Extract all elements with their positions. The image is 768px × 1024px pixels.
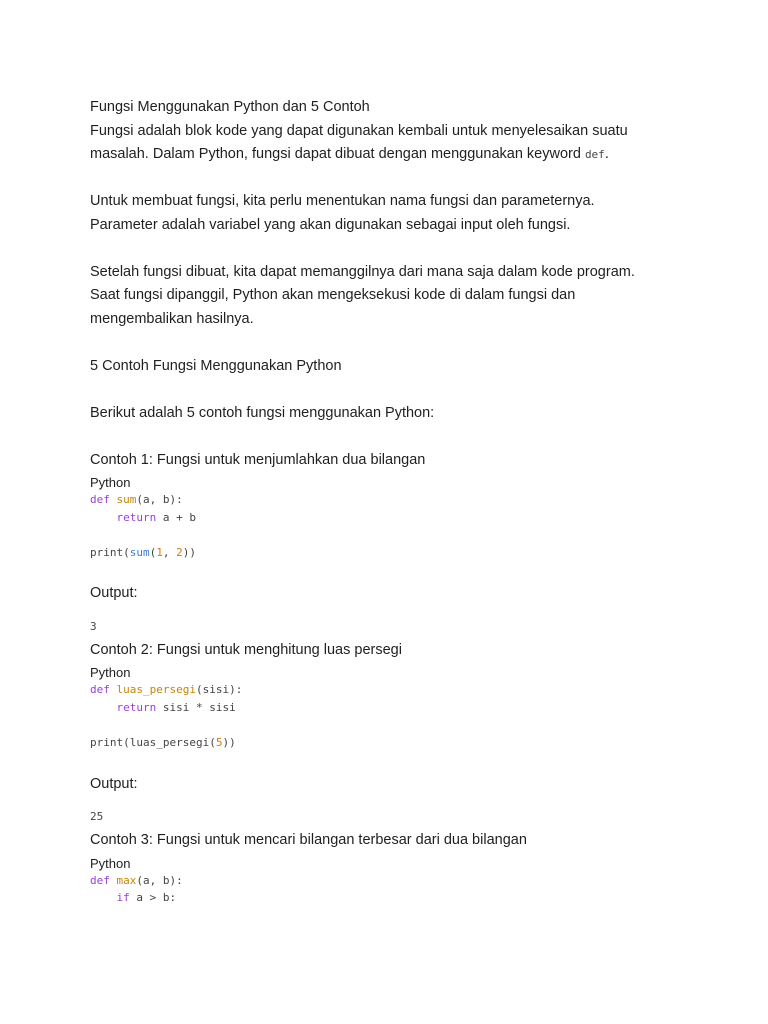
section-heading: 5 Contoh Fungsi Menggunakan Python [90,357,342,374]
code-text: (a, b): [136,873,183,887]
example-1-code-block [90,491,730,561]
example-2-output-label: Output: [90,775,138,792]
code-number: 1 [156,545,163,559]
example-3-lang-label: Python [90,855,131,871]
document-page [90,96,730,907]
section-intro: Berikut adalah 5 contoh fungsi menggunakan Python: [90,404,435,421]
example-1-heading: Contoh 1: Fungsi untuk menjumlahkan dua bilangan [90,451,426,468]
example-2-heading: Contoh 2: Fungsi untuk menghitung luas persegi [90,641,402,658]
code-function-name: max [116,873,137,887]
intro-line-2-end: . [604,146,609,162]
example-3-heading: Contoh 3: Fungsi untuk mencari bilangan terbesar dari dua bilangan [90,832,527,849]
code-text: )) [222,736,236,750]
code-indent [90,511,117,524]
code-keyword: def [90,873,110,887]
example-1-output-value: 3 [90,619,97,633]
code-number: 5 [215,736,223,750]
code-text: a > b: [129,891,177,905]
code-text: )) [182,545,196,559]
code-keyword: return [116,510,157,524]
example-2-code-block [90,681,730,751]
intro-line-2-text: masalah. Dalam Python, fungsi dapat dibuat dengan menggunakan keyword [90,146,585,162]
code-indent [90,701,117,714]
para2-line-2: Parameter adalah variabel yang akan digunakan sebagai input oleh fungsi. [90,216,571,233]
code-text: , [162,545,177,559]
code-text: print(luas_persegi( [90,736,216,750]
code-text: print( [90,545,130,559]
example-3-code-block [90,872,730,907]
code-text: a + b [156,510,196,524]
code-function-name: sum [116,493,137,506]
code-text: (a, b): [136,493,183,506]
code-text: sisi * sisi [156,700,236,714]
code-number: 2 [176,545,183,559]
example-1-output-label: Output: [90,585,138,602]
example-2-output-value: 25 [90,810,104,824]
para3-line-2: Saat fungsi dipanggil, Python akan mengeksekusi kode di dalam fungsi dan [90,287,576,303]
para3-line-1: Setelah fungsi dibuat, kita dapat memanggilnya dari mana saja dalam kode program. [90,263,635,280]
code-keyword: return [116,700,157,714]
code-function-name: luas_persegi [116,683,196,697]
code-keyword: if [116,891,130,905]
code-function-call: sum [129,545,150,559]
code-indent [90,891,117,904]
para3-line-3: mengembalikan hasilnya. [90,310,254,327]
code-keyword: def [90,683,110,697]
intro-line-2 [90,143,730,167]
intro-line-1: Fungsi adalah blok kode yang dapat digunakan kembali untuk menyelesaikan suatu [90,122,628,139]
code-text: ( [149,545,157,559]
code-keyword: def [90,493,110,506]
keyword-def: def [584,148,605,161]
page-title: Fungsi Menggunakan Python dan 5 Contoh [90,99,370,115]
example-1-lang-label: Python [90,475,131,490]
example-2-lang-label: Python [90,665,131,681]
code-text: (sisi): [195,683,243,697]
para2-line-1: Untuk membuat fungsi, kita perlu menentukan nama fungsi dan parameternya. [90,193,595,209]
